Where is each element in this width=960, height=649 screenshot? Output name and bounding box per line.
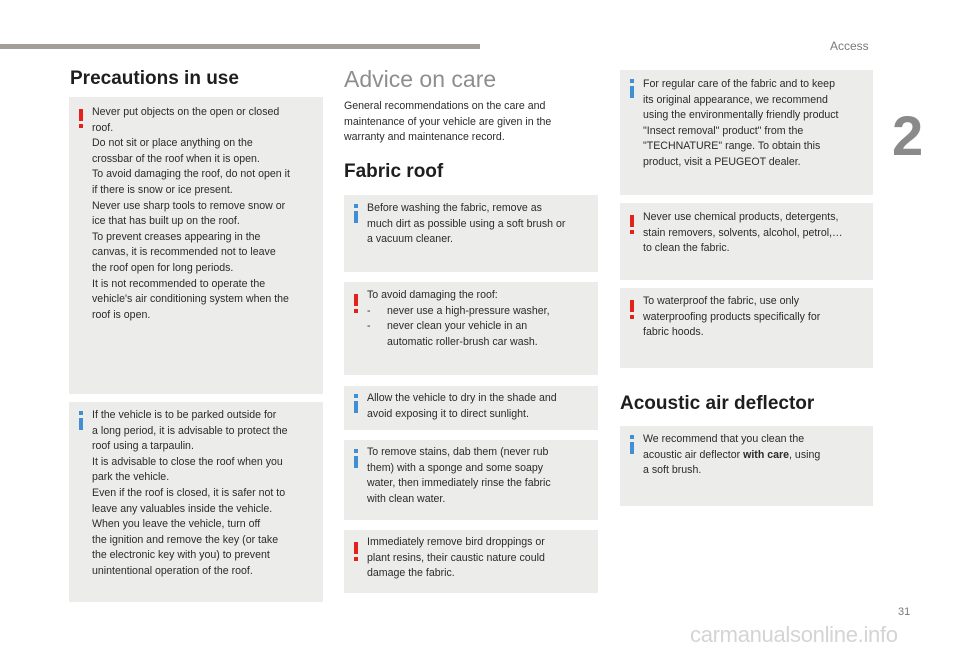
chapter-number: 2 (892, 104, 924, 167)
text-line: It is advisable to close the roof when you (92, 455, 283, 468)
exclamation-warning-icon (627, 215, 637, 234)
text-line: them) with a sponge and some soapy (367, 461, 544, 474)
text-line: Never use sharp tools to remove snow or (92, 199, 286, 212)
info-box-washing (344, 195, 598, 272)
text-line: roof. (92, 121, 114, 134)
warning-box-waterproof (620, 288, 873, 368)
text-line: ice that has built up on the roof. (92, 215, 240, 228)
warning-box-precautions (69, 97, 323, 394)
text-line: For regular care of the fabric and to keep (643, 78, 835, 90)
text-line: roof using a tarpaulin. (92, 440, 194, 453)
precautions-heading: Precautions in use (70, 68, 239, 89)
text-line: stain removers, solvents, alcohol, petrol,… (643, 226, 843, 239)
info-icon (627, 79, 637, 98)
text-line: To prevent creases appearing in the (92, 230, 261, 243)
warning-box-droppings (344, 530, 598, 593)
text-line: the roof open for long periods. (92, 261, 234, 274)
header-rule (0, 44, 480, 49)
text-line: General recommendations on the care and (344, 100, 546, 112)
info-icon (351, 204, 361, 223)
watermark: carmanualsonline.info (690, 622, 898, 647)
text-line: if there is snow or ice present. (92, 183, 233, 196)
text-line: product, visit a PEUGEOT dealer. (643, 155, 801, 168)
intro-paragraph (344, 99, 594, 146)
info-box-deflector (620, 426, 873, 506)
warning-box-chemicals (620, 203, 873, 280)
text-line: leave any valuables inside the vehicle. (92, 502, 273, 515)
text-line: the ignition and remove the key (or take (92, 533, 279, 546)
text-line: Before washing the fabric, remove as (367, 202, 542, 214)
list-bullet: - (367, 304, 371, 317)
info-icon (351, 449, 361, 468)
text-line (643, 448, 865, 464)
text-line: using the environmentally friendly product (643, 109, 839, 122)
text-line: a soft brush. (643, 464, 702, 477)
text-line: Never put objects on the open or closed (92, 106, 280, 118)
text-line: To avoid damaging the roof, do not open it (92, 168, 290, 181)
info-icon (627, 435, 637, 454)
emphasis-text: with care (743, 448, 790, 461)
text-line: maintenance of your vehicle are given in the (344, 115, 552, 128)
text-line: its original appearance, we recommend (643, 93, 828, 106)
list-item (367, 304, 590, 320)
text-line: Never use chemical products, detergents, (643, 211, 839, 223)
page-number: 31 (898, 606, 911, 618)
text-line: damage the fabric. (367, 567, 455, 580)
text-line: roof is open. (92, 308, 151, 321)
exclamation-warning-icon (351, 294, 361, 313)
text-line: We recommend that you clean the (643, 433, 805, 445)
acoustic-deflector-heading: Acoustic air deflector (620, 393, 815, 414)
text-line: "Insect removal" product" from the (643, 124, 804, 137)
info-box-stains (344, 440, 598, 520)
info-box-regular-care (620, 70, 873, 195)
exclamation-warning-icon (627, 300, 637, 319)
info-icon (76, 411, 86, 430)
text-line: a long period, it is advisable to protect the (92, 424, 288, 437)
info-box-parking (69, 402, 323, 602)
text-line: plant resins, their caustic nature could (367, 551, 545, 564)
section-label: Access (830, 39, 869, 53)
text-line: It is not recommended to operate the (92, 277, 266, 290)
text-line: waterproofing products specifically for (643, 310, 821, 323)
text-line: warranty and maintenance record. (344, 131, 505, 144)
text-line: Do not sit or place anything on the (92, 137, 253, 150)
info-icon (351, 394, 361, 413)
text-line: vehicle's air conditioning system when the (92, 293, 289, 306)
text-line: water, then immediately rinse the fabric (367, 477, 551, 490)
list-item-text: never use a high-pressure washer, (387, 304, 550, 317)
text-line: much dirt as possible using a soft brush or (367, 217, 566, 230)
text-line: "TECHNATURE" range. To obtain this (643, 140, 821, 153)
text-line: Immediately remove bird droppings or (367, 536, 545, 548)
list-item (367, 319, 590, 350)
text-line: When you leave the vehicle, turn off (92, 518, 261, 531)
info-box-drying (344, 386, 598, 430)
text-line: Even if the roof is closed, it is safer not to (92, 486, 286, 499)
text-line: with clean water. (367, 492, 446, 505)
warning-box-damage (344, 282, 598, 375)
text-line: automatic roller-brush car wash. (387, 335, 538, 348)
exclamation-warning-icon (351, 542, 361, 561)
text-line: canvas, it is recommended not to leave (92, 246, 276, 259)
text-line: Allow the vehicle to dry in the shade and (367, 392, 557, 404)
exclamation-warning-icon (76, 109, 86, 128)
text-line: If the vehicle is to be parked outside for (92, 409, 277, 421)
text-line: To avoid damaging the roof: (367, 289, 498, 301)
text-fragment: acoustic air deflector (643, 448, 744, 461)
text-line: To waterproof the fabric, use only (643, 295, 800, 307)
text-line: To remove stains, dab them (never rub (367, 446, 549, 458)
advice-heading: Advice on care (344, 66, 497, 92)
text-line: fabric hoods. (643, 326, 704, 339)
fabric-roof-heading: Fabric roof (344, 161, 444, 182)
text-fragment: , using (789, 448, 821, 461)
list-bullet: - (367, 320, 371, 333)
text-line: never clean your vehicle in an (387, 320, 528, 333)
text-line: a vacuum cleaner. (367, 233, 453, 246)
text-line: crossbar of the roof when it is open. (92, 152, 260, 165)
text-line: park the vehicle. (92, 471, 170, 484)
text-line: to clean the fabric. (643, 242, 730, 255)
text-line: unintentional operation of the roof. (92, 564, 253, 577)
text-line: avoid exposing it to direct sunlight. (367, 407, 529, 420)
text-line: the electronic key with you) to prevent (92, 549, 270, 562)
